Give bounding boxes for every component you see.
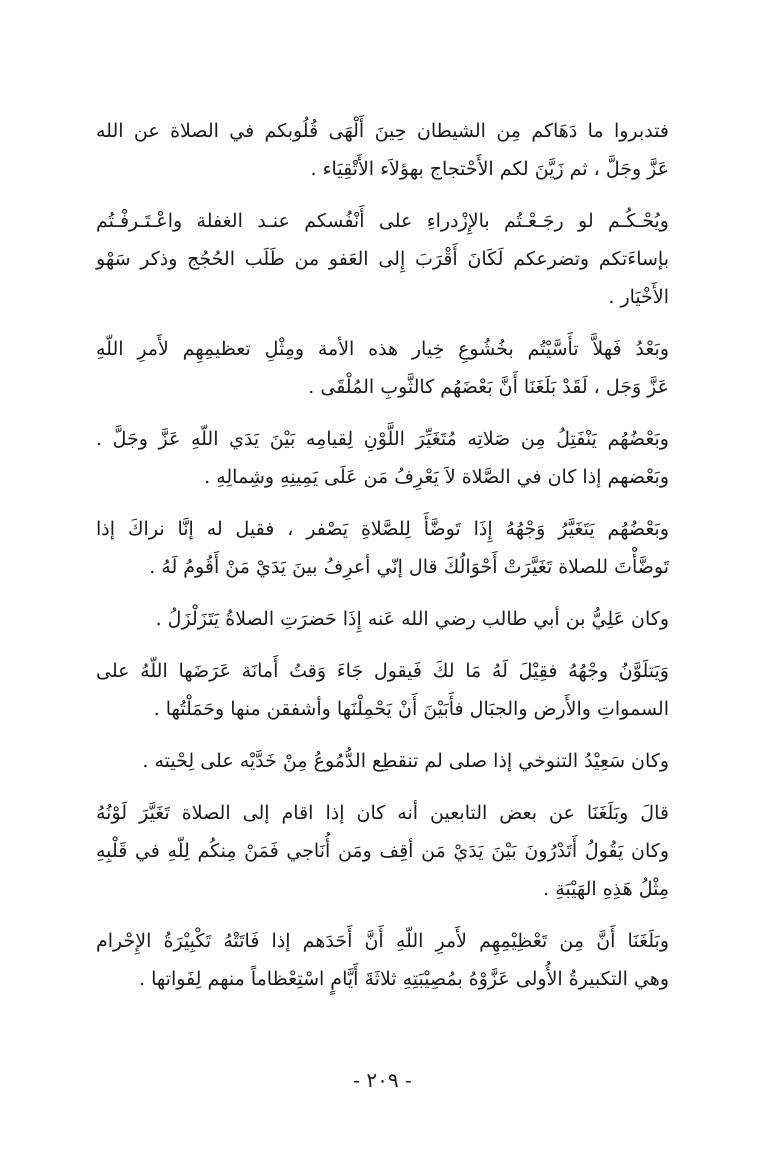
text-line: وهي التكبيرةُ الأُولى عَزَّوْهُ بمُصِيْبَتِهِ ثلاثَةَ أَيَّامٍ اسْتِعْظاماً منهم لِفَواتها . xyxy=(139,968,669,990)
text-line: وَيَتلَوَّنُ وجْهُهُ فقِيْلَ لَهُ مَا لكَ فَيقول جَاءَ وَقتُ أَمانَة عَرَضَها اللّهُ على xyxy=(96,660,669,682)
text-line: عَزَّ وَجَل ، لَقَدْ بَلَغَنَا أَنَّ بَعْضَهُم كالثَّوبِ المُلْقَى . xyxy=(308,376,669,398)
body-text xyxy=(96,112,669,1012)
paragraph xyxy=(96,202,669,316)
page-number: - ٢٠٩ - xyxy=(353,1068,412,1092)
paragraph xyxy=(96,922,669,998)
text-line: وكان عَلِيُّ بن أبي طالب رضي الله عَنه إِذَا حَضرَتِ الصلاةُ يَتَزَلْزَلُ . xyxy=(155,608,669,630)
text-line: وبَعْدُ فَهلاَّ تأَسَّيْتُم بخُشُوعِ خِيار هذه الأمة ومِثْلِ تعظيمِهِم لأَمرِ اللّهِ xyxy=(96,338,669,360)
text-line: وبَلَغَنَا أَنَّ مِن تَعْظِيْمِهِم لأَمرِ اللّهِ أَنَّ أَحَدَهم إذا فَاتَتْهُ تَكْبِيْرَةُ الإِحْرام xyxy=(96,930,669,952)
text-line: ويُحْـكُـم لو رجَـعْـتُم بالإِزْدراءِ على أَنْفُسكم عنـد الغفلة واعْـتَـرفْـتُم xyxy=(96,210,669,232)
paragraph xyxy=(96,112,669,188)
text-line: فتدبروا ما دَهَاكم مِن الشيطان حِينَ أَلْهَى قُلُوبكم في الصلاة عن الله xyxy=(96,120,669,142)
paragraph xyxy=(96,600,669,638)
text-line: الأَخْيَار . xyxy=(608,286,669,308)
text-line: وكان سَعِيْدُ التنوخي إذا صلى لم تنقطِع الدُّمُوعُ مِنْ خَدَّيْه على لِحْيته . xyxy=(142,750,669,772)
text-line: وبَعْضهم إذا كان في الصَّلاة لاَ يَعْرِفُ مَن عَلَى يَمِينِهِ وشِمالِهِ . xyxy=(204,466,669,488)
text-line: وبَعْضُهُم يَنْفَتِلُ مِن صَلاتِه مُتَغَيِّرَ اللَّوْنِ لِقيامِه بَيْنَ يَدَي اللّهِ عَزَّ وجَلَّ . xyxy=(96,428,669,450)
paragraph xyxy=(96,420,669,496)
text-line: مِثْلُ هَذِهِ الهَيْبَةِ . xyxy=(543,878,669,900)
paragraph xyxy=(96,742,669,780)
text-line: تَوضَّأْتَ للصلاة تَغَيَّرَتْ أَحْوَالُكَ قال إنّي أعرِفُ بينَ يَدَيْ مَنْ أَقُومُ لَهُ . xyxy=(149,556,669,578)
paragraph xyxy=(96,330,669,406)
text-line: عَزَّ وجَلَّ ، ثم زَيَّنَ لكم الأَحْتجاج بهؤلاَء الأَتْقِيَاء . xyxy=(310,158,669,180)
paragraph xyxy=(96,510,669,586)
text-line: قالَ وبَلَغَنَا عن بعض التابعين أنه كان إذا اقام إلى الصلاة تَغَيَّرَ لَوْنُهُ xyxy=(96,802,669,824)
text-line: السمواتِ والأَرض والجبَال فأَبَيْنَ أَنْ يَحْمِلْنَها وأشفقن منها وحَمَلْتُها . xyxy=(153,698,669,720)
paragraph xyxy=(96,652,669,728)
paragraph xyxy=(96,794,669,908)
text-line: وبَعْضُهُم يَتَغَيَّرُ وَجْهُهُ إِذَا تَوضَّأَ لِلصَّلاةِ يَصْفر ، فقيل له إنَّا نراكَ إذا xyxy=(96,518,669,540)
text-line: وكان يَقُولُ أَتَدْرُونَ بَيْنَ يَدَيْ مَن أقِف ومَن أُنَاجي فَمَنْ مِنكُم لِلّهِ في قَلْبِهِ xyxy=(96,840,669,862)
text-line: بإساءَتكم وتضرعكم لَكَانَ أَقْرَبَ إِلى العَفو من طَلَب الحُجُج وذكر سَهْو xyxy=(96,248,669,270)
